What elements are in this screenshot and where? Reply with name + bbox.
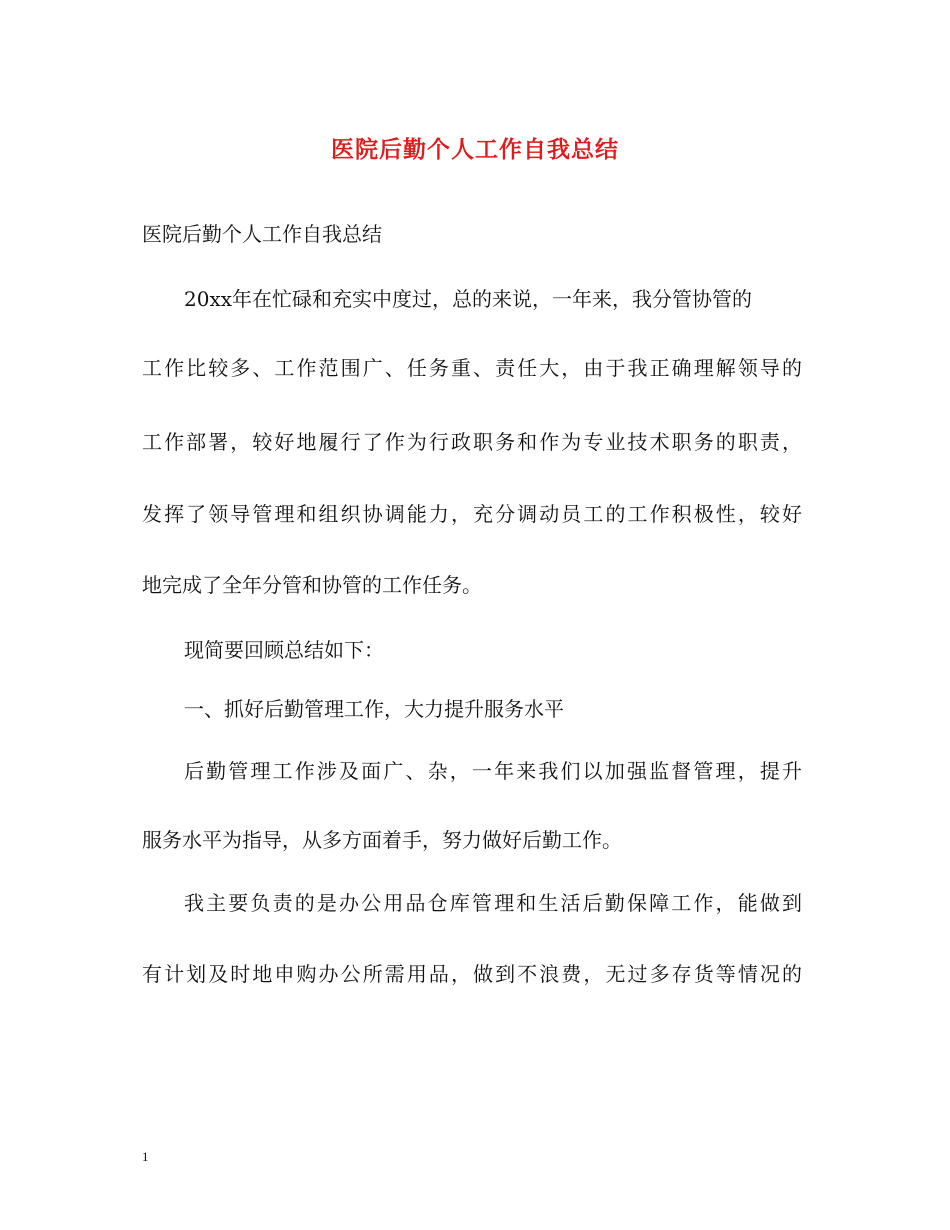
paragraph-line: 20xx年在忙碌和充实中度过，总的来说，一年来，我分管协管的 — [184, 287, 753, 311]
paragraph-line: 现简要回顾总结如下： — [184, 638, 384, 662]
paragraph-line: 有计划及时地申购办公所需用品，做到不浪费，无过多存货等情况的 — [142, 962, 802, 986]
paragraph-line: 我主要负责的是办公用品仓库管理和生活后勤保障工作，能做到 — [184, 891, 802, 915]
paragraph-line: 工作部署，较好地履行了作为行政职务和作为专业技术职务的职责， — [142, 430, 802, 454]
paragraph-line: 发挥了领导管理和组织协调能力，充分调动员工的工作积极性，较好 — [142, 502, 802, 526]
paragraph-line: 地完成了全年分管和协管的工作任务。 — [142, 573, 482, 597]
section-heading: 一、抓好后勤管理工作，大力提升服务水平 — [184, 697, 564, 721]
paragraph-line: 服务水平为指导，从多方面着手，努力做好后勤工作。 — [142, 828, 622, 852]
document-subtitle: 医院后勤个人工作自我总结 — [142, 222, 382, 246]
page-number: 1 — [142, 1149, 149, 1164]
paragraph-line: 后勤管理工作涉及面广、杂，一年来我们以加强监督管理，提升 — [184, 759, 802, 783]
paragraph-line: 工作比较多、工作范围广、任务重、责任大，由于我正确理解领导的 — [142, 356, 802, 380]
document-title: 医院后勤个人工作自我总结 — [331, 136, 619, 163]
